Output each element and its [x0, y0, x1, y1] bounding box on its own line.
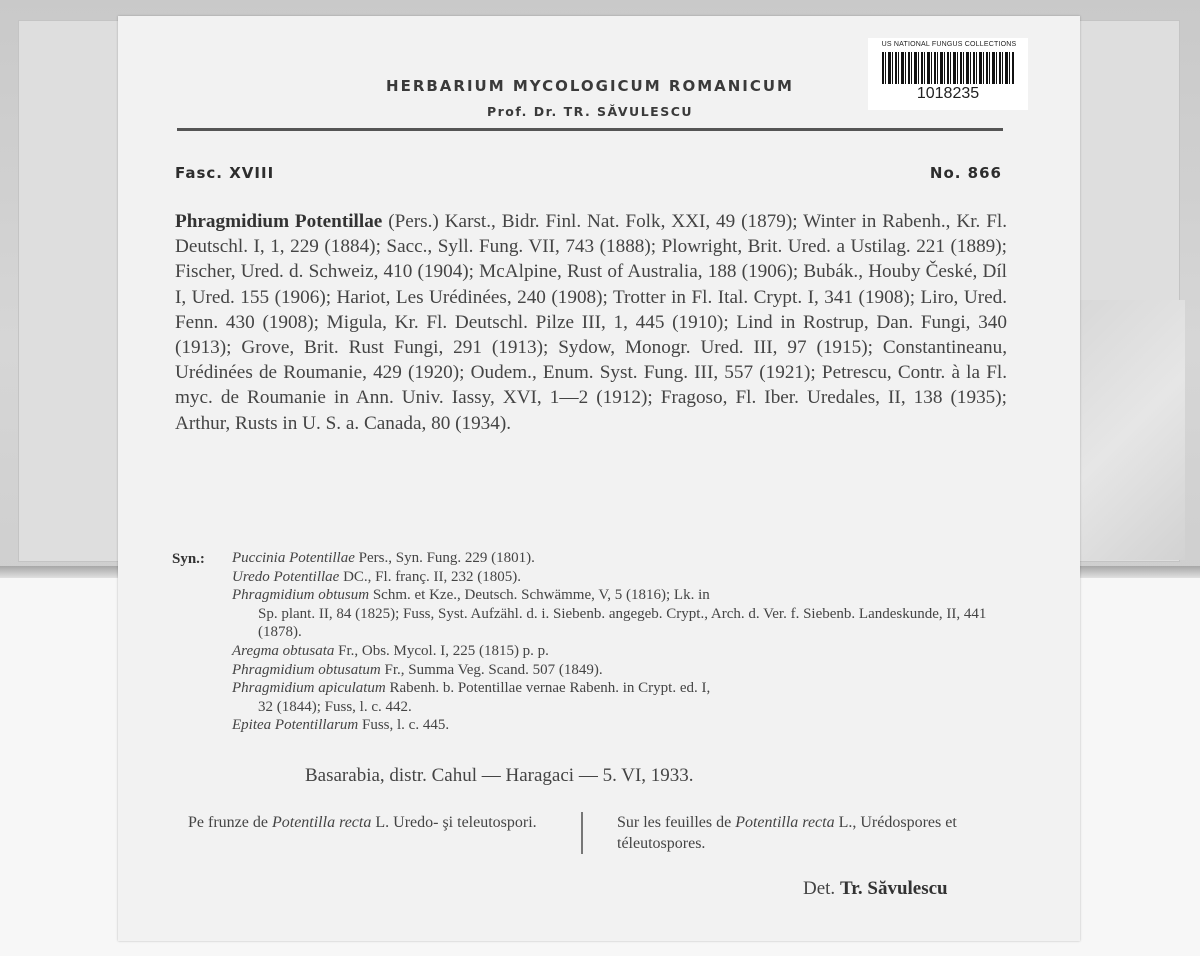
synonym-name: Phragmidium obtusatum — [232, 661, 381, 678]
synonym-name: Epitea Potentillarum — [232, 717, 359, 734]
synonym-name: Uredo Potentillae — [232, 568, 340, 585]
host-ro-suffix: L. Uredo- şi teleutospori. — [375, 814, 537, 831]
synonym-reference-continued: Sp. plant. II, 84 (1825); Fuss, Syst. Aufzähl. d. i. Siebenb. angegeb. Crypt., Arch. d. Ver. f. Siebenb. Landeskunde, II, 441 (1878). — [258, 605, 987, 641]
synonym-item — [232, 661, 1010, 680]
header-rule — [177, 128, 1003, 131]
synonym-item — [232, 568, 1010, 587]
host-note-french — [617, 812, 1017, 854]
column-divider — [581, 812, 583, 854]
synonym-reference-continued: 32 (1844); Fuss, l. c. 442. — [258, 698, 412, 715]
host-fr-species: Potentilla recta — [735, 814, 835, 831]
herbarium-subtitle: Prof. Dr. TR. SĂVULESCU — [486, 104, 694, 119]
determiner — [803, 878, 948, 900]
host-note-romanian — [188, 812, 560, 833]
synonyms-list — [232, 549, 1010, 735]
synonym-item — [232, 716, 1010, 735]
barcode-collection: US NATIONAL FUNGUS COLLECTIONS — [881, 41, 1017, 48]
host-fr-suffix: L., Urédospores et téleutospores. — [617, 814, 957, 852]
species-citation — [175, 209, 1007, 436]
species-name: Phragmidium Potentillae — [175, 211, 383, 232]
barcode-number: 1018235 — [916, 85, 980, 102]
synonym-name: Puccinia Potentillae — [232, 550, 355, 566]
herbarium-title: HERBARIUM MYCOLOGICUM ROMANICUM — [386, 77, 794, 95]
synonym-reference: Pers., Syn. Fung. 229 (1801). — [358, 550, 535, 566]
synonym-item — [232, 549, 1010, 568]
synonym-name: Phragmidium apiculatum — [232, 680, 386, 697]
specimen-number: No. 866 — [929, 164, 1002, 182]
synonym-item — [232, 642, 1010, 661]
envelope-flap — [1075, 300, 1185, 560]
synonym-reference: Rabenh. b. Potentillae vernae Rabenh. in Crypt. ed. I, — [389, 680, 711, 697]
herbarium-label — [118, 16, 1080, 941]
fascicle-number: Fasc. XVIII — [175, 164, 275, 182]
determiner-name: Tr. Săvulescu — [839, 878, 948, 899]
synonym-reference: Fuss, l. c. 445. — [361, 717, 450, 734]
synonym-reference: Fr., Summa Veg. Scand. 507 (1849). — [384, 661, 603, 678]
host-ro-prefix: Pe frunze de — [188, 814, 268, 831]
synonym-reference: DC., Fl. franç. II, 232 (1805). — [343, 568, 521, 585]
barcode-label — [868, 38, 1028, 110]
synonym-name: Phragmidium obtusum — [232, 587, 370, 604]
species-references: (Pers.) Karst., Bidr. Finl. Nat. Folk, XXI, 49 (1879); Winter in Rabenh., Kr. Fl. Deutschl. I, 1, 229 (1884); Sacc., Syll. Fung. VII, 743 (1888); Plowright, Brit. Ured. a Ustilag. 221 (1889); Fischer, Ured. d. Schweiz, 410 (1904); McAlpine, Rust of Australia, 188 (1906); Bubák., Houby České, Díl I, Ured. 155 (1906); Hariot, Les Urédinées, 240 (1908); Trotter in Fl. Ital. Crypt. I, 341 (1908); Liro, Ured. Fenn. 430 (1908); Migula, Kr. Fl. Deutschl. Pilze III, 1, 445 (1910); Lind in Rostrup, Dan. Fungi, 340 (1913); Grove, Brit. Rust Fungi, 291 (1913); Sydow, Monogr. Ured. III, 97 (1915); Constantineanu, Urédinées de Roumanie, 429 (1920); Oudem., Enum. Syst. Fung. III, 557 (1921); Petrescu, Contr. à la Fl. myc. de Roumanie in Ann. Univ. Iassy, XVI, 1—2 (1912); Fragoso, Fl. Iber. Uredales, II, 138 (1935); Arthur, Rusts in U. S. a. Canada, 80 (1934). — [175, 211, 1007, 434]
synonym-name: Aregma obtusata — [232, 642, 335, 659]
synonym-item — [232, 679, 1010, 716]
host-fr-prefix: Sur les feuilles de — [617, 814, 732, 831]
synonyms-label: Syn.: — [172, 551, 205, 567]
determiner-prefix: Det. — [803, 878, 836, 899]
synonym-reference: Fr., Obs. Mycol. I, 225 (1815) p. p. — [338, 642, 549, 659]
collection-locality: Basarabia, distr. Cahul — Haragaci — 5. VI, 1933. — [305, 765, 694, 786]
synonym-item — [232, 586, 1010, 642]
host-ro-species: Potentilla recta — [271, 814, 372, 831]
synonym-reference: Schm. et Kze., Deutsch. Schwämme, V, 5 (1816); Lk. in — [372, 587, 710, 604]
